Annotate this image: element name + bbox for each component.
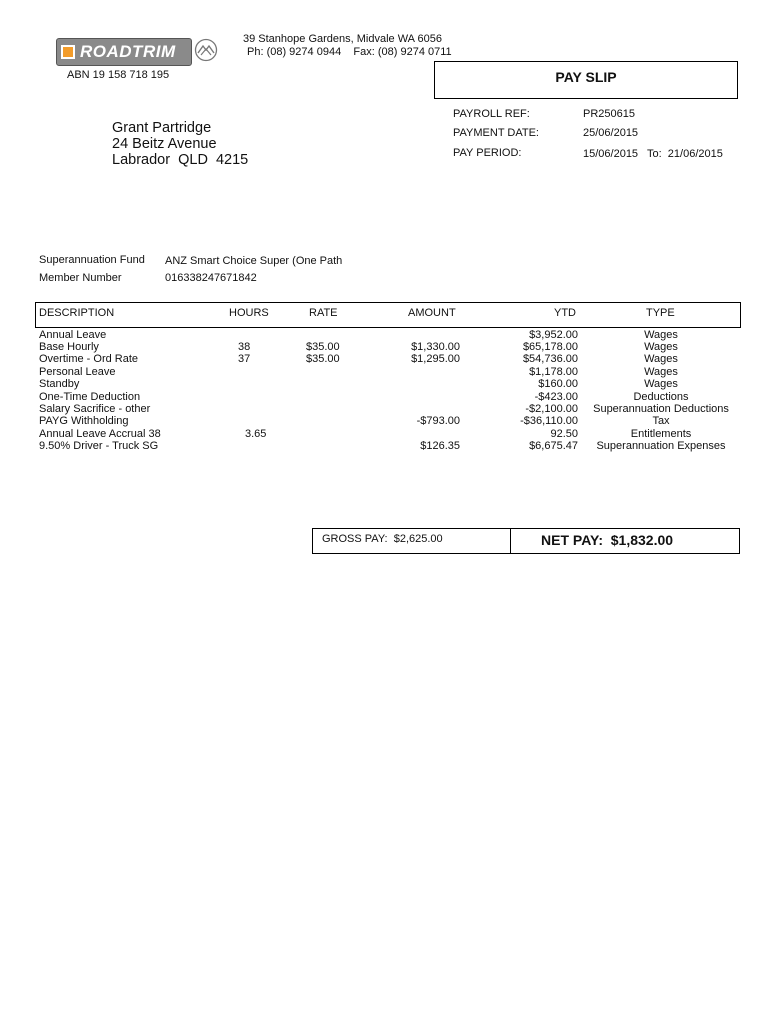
row-ytd: $3,952.00 [529,329,578,341]
recipient-street: 24 Beitz Avenue [112,136,217,152]
row-ytd: $1,178.00 [529,366,578,378]
row-hours [200,391,290,403]
row-description: Annual Leave [39,329,107,341]
row-description: Overtime - Ord Rate [39,353,139,365]
payroll-ref-value: PR250615 [583,108,635,120]
payment-date-label: PAYMENT DATE: [453,127,539,139]
row-type: Wages [644,378,678,390]
row-type: Superannuation Expenses [596,440,726,452]
tire-logo-icon [194,38,218,62]
totals-divider [510,529,511,553]
table-header-box [35,302,741,328]
row-ytd: 92.50 [550,428,578,440]
address-line-1: 39 Stanhope Gardens, Midvale WA 6056 [243,33,442,45]
row-description: Annual Leave Accrual 38 [39,428,161,440]
address-line-2: Ph: (08) 9274 0944 Fax: (08) 9274 0711 [247,46,452,58]
row-amount: $126.35 [420,440,460,452]
pay-period-value: 15/06/2015 To: 21/06/2015 [583,148,723,160]
super-fund-value: ANZ Smart Choice Super (One Path [165,255,343,267]
member-number-value: 016338247671842 [165,272,257,284]
header-amount: AMOUNT [408,307,456,319]
row-hours [200,415,290,427]
row-ytd: $6,675.47 [529,440,578,452]
row-hours: 38 [238,341,251,353]
payslip-title-box [434,61,738,99]
row-type: Entitlements [630,428,692,440]
row-rate: $35.00 [306,341,340,353]
header-type: TYPE [646,307,675,319]
row-rate: $35.00 [306,353,340,365]
row-hours [200,403,290,415]
pay-period-label: PAY PERIOD: [453,147,522,159]
row-amount: $1,295.00 [411,353,460,365]
payroll-ref-label: PAYROLL REF: [453,108,530,120]
row-hours [200,329,290,341]
logo-square-icon [61,45,75,59]
net-pay: NET PAY: $1,832.00 [541,532,674,548]
row-description: One-Time Deduction [39,391,141,403]
page-title: PAY SLIP [555,69,617,85]
row-hours [200,378,290,390]
row-type: Wages [644,366,678,378]
company-logo [56,38,192,66]
header-hours: HOURS [229,307,269,319]
row-type: Wages [644,353,678,365]
row-type: Wages [644,329,678,341]
row-amount: -$793.00 [416,415,460,427]
recipient-city: Labrador QLD 4215 [112,152,249,168]
row-ytd: -$2,100.00 [525,403,578,415]
row-amount [380,391,460,403]
header-description: DESCRIPTION [39,307,115,319]
recipient-address [112,120,248,168]
row-ytd: -$36,110.00 [520,415,578,427]
row-ytd: $54,736.00 [522,353,578,365]
row-type: Wages [644,341,678,353]
row-hours: 37 [238,353,251,365]
row-amount [380,428,460,440]
payment-date-value: 25/06/2015 [583,127,639,139]
row-description: Salary Sacrifice - other [39,403,151,415]
row-amount [380,366,460,378]
recipient-name: Grant Partridge [112,120,212,136]
row-type: Deductions [633,391,689,403]
row-type: Superannuation Deductions [593,403,729,415]
row-amount [380,378,460,390]
gross-pay: GROSS PAY: $2,625.00 [322,533,443,545]
row-ytd: $160.00 [538,378,578,390]
row-description: PAYG Withholding [39,415,129,427]
logo-text: ROADTRIM [80,42,176,61]
row-description: Personal Leave [39,366,116,378]
header-ytd: YTD [554,307,576,319]
row-hours [200,440,290,452]
row-description: 9.50% Driver - Truck SG [39,440,159,452]
member-number-label: Member Number [39,272,122,284]
row-amount: $1,330.00 [411,341,460,353]
company-address [243,33,452,59]
header-rate: RATE [309,307,338,319]
row-ytd: -$423.00 [534,391,578,403]
super-fund-label: Superannuation Fund [39,254,145,266]
row-description: Standby [39,378,80,390]
row-ytd: $65,178.00 [522,341,578,353]
row-hours: 3.65 [245,428,267,440]
row-amount [380,329,460,341]
row-amount [380,403,460,415]
row-hours [200,366,290,378]
abn: ABN 19 158 718 195 [67,69,170,81]
row-type: Tax [652,415,670,427]
row-description: Base Hourly [39,341,99,353]
